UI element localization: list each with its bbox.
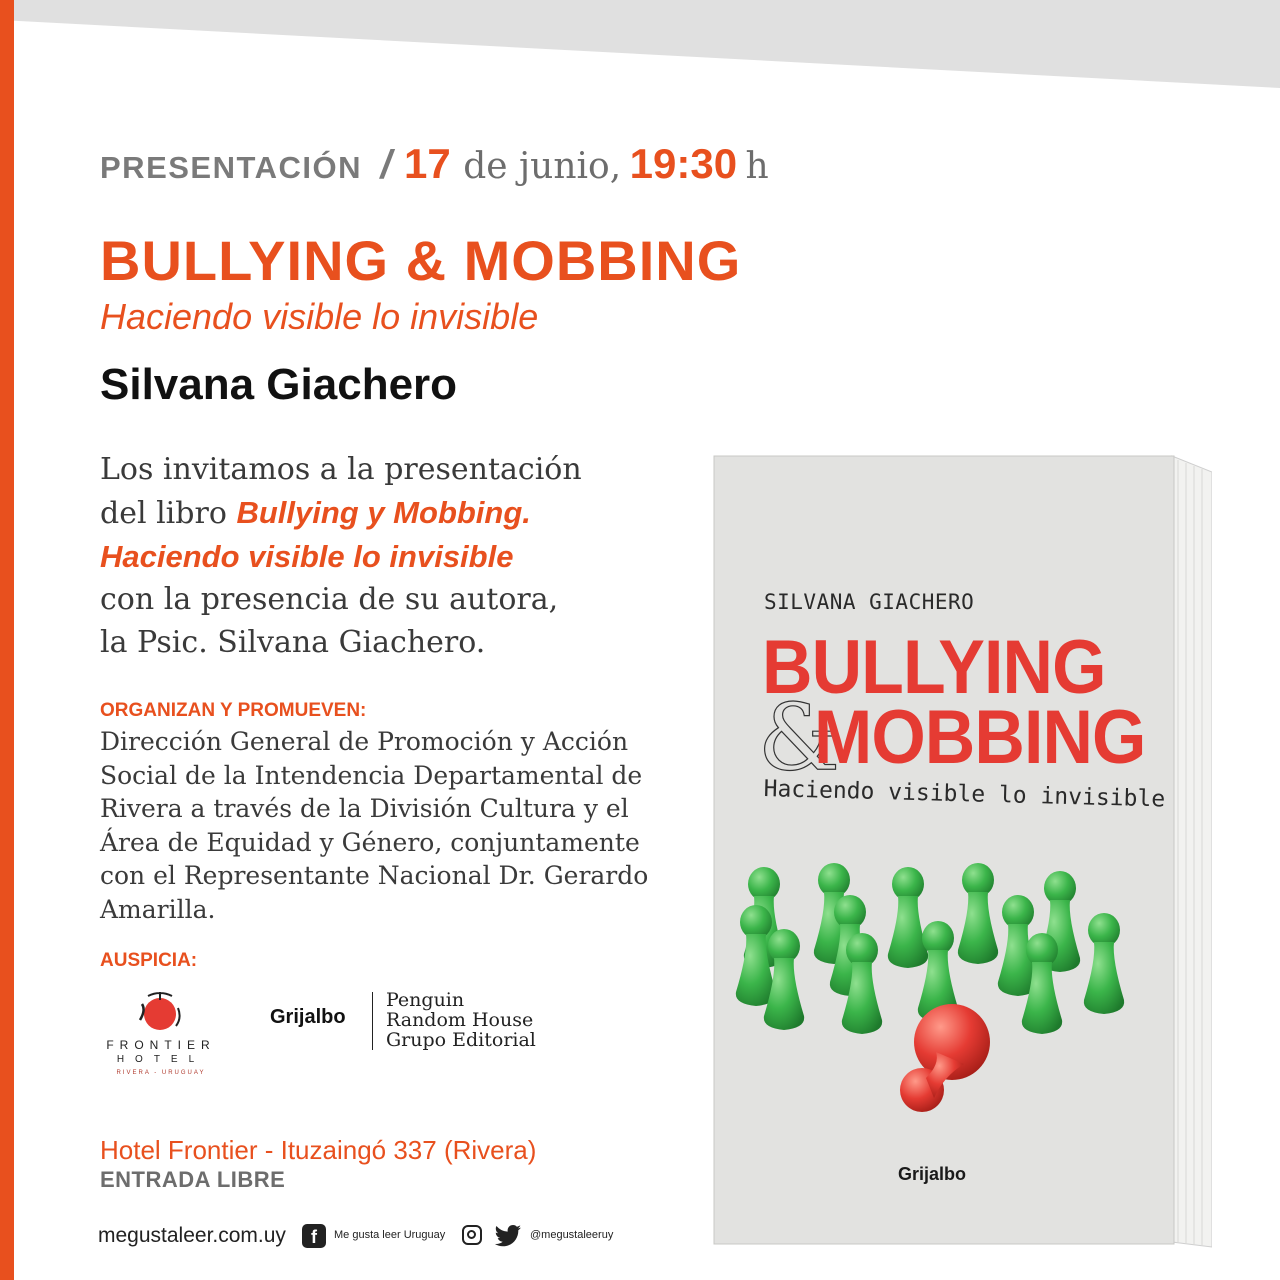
cover-publisher: Grijalbo [898, 1164, 967, 1184]
event-month: de junio, [463, 146, 622, 187]
cover-subtitle: Haciendo visible lo invisible [763, 776, 1166, 813]
event-header [100, 140, 769, 188]
prh-line: Random House [386, 1009, 534, 1031]
prh-line: Grupo Editorial [386, 1029, 536, 1051]
organizers-line: Rivera a través de la División Cultura y el [100, 794, 629, 823]
website-link[interactable]: megustaleer.com.uy [98, 1224, 286, 1247]
organizers-label: ORGANIZAN Y PROMUEVEN: [100, 700, 367, 721]
cover-ampersand: & [758, 684, 840, 791]
event-day: 17 [404, 140, 451, 187]
twitter-icon[interactable] [494, 1224, 522, 1248]
organizers-text [100, 725, 700, 926]
venue-address: Hotel Frontier - Ituzaingó 337 (Rivera) [100, 1135, 537, 1165]
book-cover-art [712, 452, 1212, 1252]
facebook-icon[interactable]: f [302, 1224, 326, 1248]
frontier-name: FRONTIER [106, 1038, 216, 1052]
organizers-line: Dirección General de Promoción y Acción [100, 727, 629, 756]
facebook-page-name[interactable]: Me gusta leer Uruguay [334, 1229, 446, 1241]
top-gray-band [0, 0, 1280, 120]
organizers-line: con el Representante Nacional Dr. Gerardo [100, 861, 649, 890]
social-handle[interactable]: @megustaleeruy [530, 1229, 614, 1241]
sponsors-label: AUSPICIA: [100, 950, 198, 971]
intro-line-2-prefix: del libro [100, 496, 227, 531]
prh-line: Penguin [386, 989, 465, 1011]
cover-title-line-2: MOBBING [814, 695, 1146, 780]
grijalbo-logo: Grijalbo [270, 1006, 346, 1028]
organizers-line: Área de Equidad y Género, conjuntamente [100, 827, 640, 857]
intro-book-subtitle: Haciendo visible lo invisible [100, 539, 514, 574]
penguin-random-house-logo [386, 990, 536, 1050]
book-subtitle: Haciendo visible lo invisible [100, 296, 539, 337]
invitation-text [100, 448, 700, 664]
intro-line-5: la Psic. Silvana Giachero. [100, 625, 486, 660]
cover-author: SILVANA GIACHERO [764, 590, 975, 614]
logo-divider [372, 992, 373, 1050]
frontier-emblem-icon [132, 990, 188, 1034]
organizers-line: Amarilla. [100, 894, 216, 924]
header-slash: / [380, 143, 392, 187]
event-time: 19:30 [629, 140, 738, 187]
intro-line-4: con la presencia de su autora, [100, 582, 559, 617]
event-label: PRESENTACIÓN [100, 150, 363, 185]
frontier-location: RIVERA - URUGUAY [116, 1070, 206, 1076]
intro-book-title: Bullying y Mobbing. [236, 495, 531, 530]
book-cover-image [712, 452, 1212, 1252]
cover-title-line-1: BULLYING [762, 625, 1106, 710]
left-accent-bar [0, 0, 14, 1280]
book-title: BULLYING & MOBBING [100, 229, 742, 292]
entry-info: ENTRADA LIBRE [100, 1167, 286, 1192]
frontier-hotel-logo [96, 990, 226, 1090]
intro-line-1: Los invitamos a la presentación [100, 452, 582, 487]
organizers-line: Social de la Intendencia Departamental de [100, 760, 643, 790]
instagram-icon[interactable] [462, 1225, 482, 1245]
frontier-sub: HOTEL [116, 1054, 206, 1065]
author-name: Silvana Giachero [100, 360, 458, 409]
event-time-unit: h [745, 146, 769, 187]
intro-line-2 [100, 491, 700, 535]
